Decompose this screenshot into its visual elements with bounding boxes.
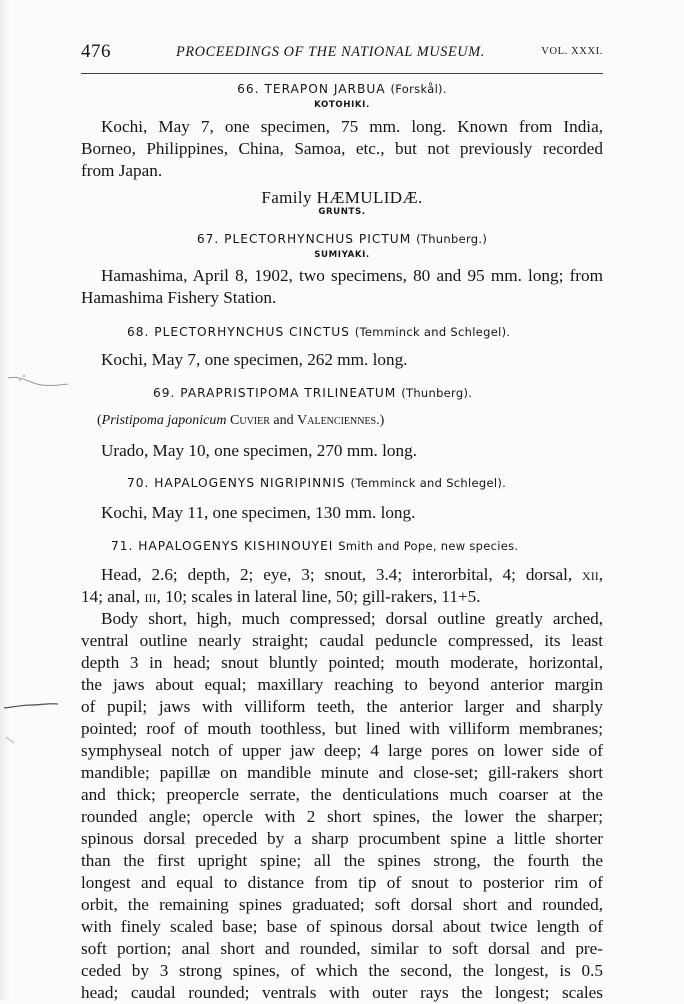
species-author: (Temminck and Schlegel). [350,476,507,490]
text-line: spinous dorsal preceded by a sharp procumbent spine a little shorter [81,829,603,848]
text-line: the jaws about equal; maxillary reaching to beyond anterior margin [81,675,603,694]
running-header [81,41,603,63]
text-line: symphyseal notch of upper jaw deep; 4 large pores on lower side of [81,741,603,760]
paragraph-69 [81,440,603,462]
text-line: Kochi, May 7, one specimen, 262 mm. long. [101,350,408,369]
species-author: (Thunberg). [401,386,473,400]
text-line: than the first upright spine; all the spines strong, the fourth the [81,851,603,870]
species-number: 70. [127,476,150,490]
synonym-and: and [273,413,294,428]
text-line: soft portion; anal short and rounded, similar to soft dorsal and pre- [81,939,603,958]
paragraph-68 [81,349,603,371]
text-line: rounded angle; opercle with 2 short spines, the lower the sharper; [81,807,603,826]
text-line: from Japan. [81,161,163,180]
text-line: ventral outline nearly straight; caudal peduncle compressed, its least [81,631,603,650]
page-edge-shadow [0,0,10,1000]
text-line: pointed; roof of mouth toothless, but lined with villiform membranes; [81,719,603,738]
running-title: PROCEEDINGS OF THE NATIONAL MUSEUM. [176,44,485,60]
paren-close: ) [379,413,385,428]
anal-spines: iii, [144,587,161,606]
species-heading-71 [111,539,633,553]
paragraph-67 [81,265,603,309]
synonym-author: Valenciennes. [297,413,380,428]
species-name: PLECTORHYNCHUS PICTUM [224,232,412,246]
text-line: of pupil; jaws with villiform teeth, the anterior larger and sharply [81,697,603,716]
paren-open: ( [97,413,102,428]
family-common-name: GRUNTS. [318,207,366,217]
synonym-69 [97,413,384,429]
species-author: (Forskål). [390,82,447,96]
text-line: depth 3 in head; snout bluntly pointed; mouth moderate, horizontal, [81,653,603,672]
species-heading-66 [81,82,603,96]
paragraph-70 [81,502,603,524]
species-author: (Temminck and Schlegel). [354,325,511,339]
text-line: with finely scaled base; base of spinous dorsal about twice length of [81,917,603,936]
species-name: HAPALOGENYS NIGRIPINNIS [154,476,346,490]
counts-text: 10; scales in lateral line, 50; gill-rakers, 11+5. [165,587,481,606]
species-name: PLECTORHYNCHUS CINCTUS [154,325,350,339]
species-heading-67 [81,232,603,246]
species-number: 71. [111,539,134,553]
text-line: mandible; papillæ on mandible minute and close-set; gill-rakers short [81,763,603,782]
synonym-name: Pristipoma japonicum [101,413,227,428]
text-line: head; caudal rounded; ventrals with outer rays the longest; scales [81,983,603,1002]
text-line: orbit, the remaining spines graduated; soft dorsal short and rounded, [81,895,603,914]
paragraph-66 [81,116,603,182]
text-line [81,564,603,586]
species-heading-69 [153,386,675,400]
page-number: 476 [81,41,111,62]
text-line: ceded by 3 strong spines, of which the second, the longest, is 0.5 [81,961,603,980]
volume-label: VOL. XXXI. [541,46,603,57]
common-name-67: SUMIYAKI. [314,250,370,260]
species-name: PARAPRISTIPOMA TRILINEATUM [180,386,397,400]
species-number: 67. [196,232,220,246]
text-line: Urado, May 10, one specimen, 270 mm. long. [101,441,418,460]
synonym-author: Cuvier [230,413,270,428]
text-line: longest and equal to distance from tip of snout to posterior rim of [81,873,603,892]
species-name: TERAPON JARBUA [264,82,386,96]
species-number: 66. [237,82,260,96]
margin-tick-mark [4,735,18,749]
species-author: (Thunberg.) [416,232,488,246]
text-line [81,586,603,608]
species-heading-68 [127,325,649,339]
header-rule [81,73,603,74]
margin-pencil-mark-upper [6,370,76,392]
species-number: 69. [153,386,176,400]
text-line: and thick; preopercle serrate, the denticulations much coarser at the [81,785,603,804]
counts-paragraph-71 [81,564,603,608]
family-title: Family HÆMULIDÆ. [261,188,423,207]
dorsal-spines: xii, [582,565,603,584]
text-line: Borneo, Philippines, China, Samoa, etc., but not previously recorded [81,139,603,158]
species-name: HAPALOGENYS KISHINOUYEI [138,539,334,553]
text-line: Kochi, May 7, one specimen, 75 mm. long. Known from India, [101,117,603,136]
margin-pencil-mark-lower [2,700,62,712]
common-name-66: KOTOHIKI. [314,100,370,110]
text-line: Kochi, May 11, one specimen, 130 mm. long. [101,503,416,522]
text-line: Hamashima, April 8, 1902, two specimens, 80 and 95 mm. long; from [101,266,603,285]
species-author: Smith and Pope, new species. [338,539,519,553]
species-number: 68. [127,325,150,339]
description-paragraph-71 [81,608,603,1004]
species-heading-70 [127,476,649,490]
text-line: Body short, high, much compressed; dorsal outline greatly arched, [101,609,603,628]
counts-text: 14; anal, [81,587,141,606]
counts-text: Head, 2.6; depth, 2; eye, 3; snout, 3.4; interorbital, 4; dorsal, [101,565,573,584]
text-line: Hamashima Fishery Station. [81,288,277,307]
